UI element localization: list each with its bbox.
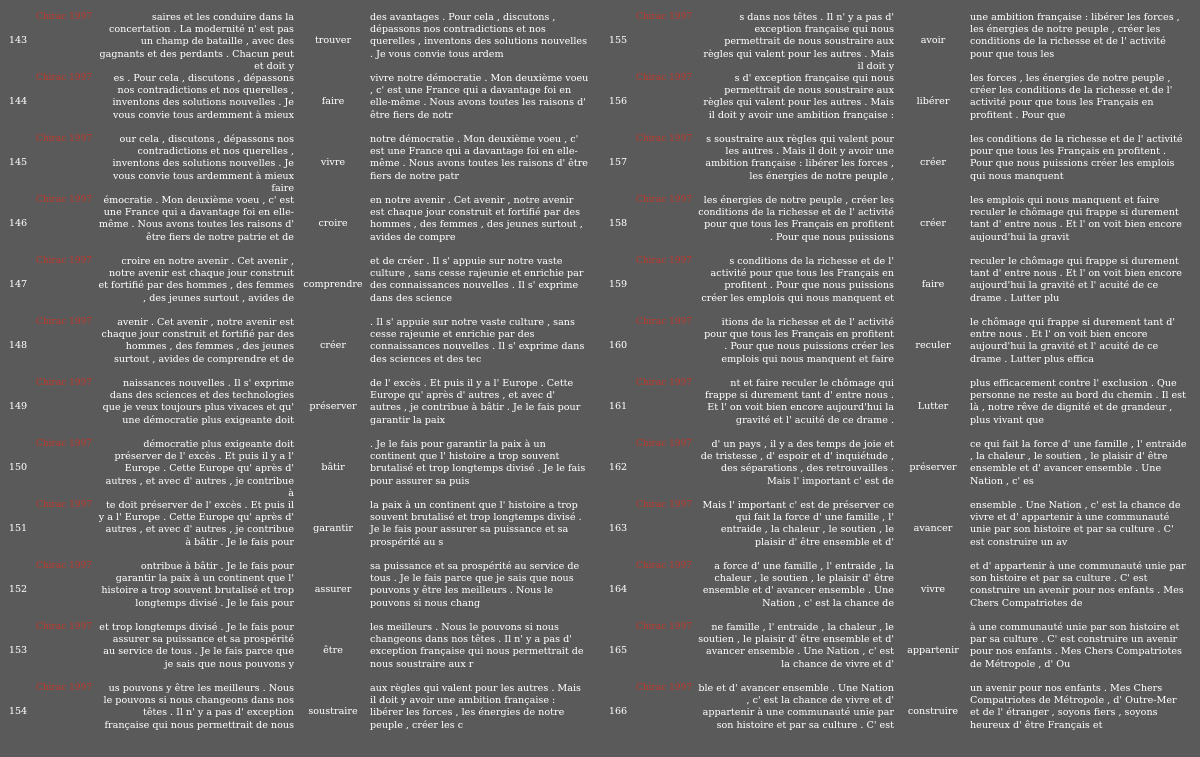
concordance-row xyxy=(600,622,1200,681)
line-number xyxy=(0,622,36,681)
source-label: Chirac 1997 xyxy=(636,683,693,693)
right-context: ensemble . Une Nation , c' est la chance de vivre et d' appartenir à une communauté unie par son histoire et par sa culture . C' est construire un av xyxy=(970,500,1181,548)
line-number-text: 143 xyxy=(8,35,28,47)
line-number-text: 157 xyxy=(608,157,628,169)
keyword-text: garantir xyxy=(313,523,353,535)
line-number xyxy=(600,256,636,315)
line-number xyxy=(600,73,636,132)
source-label: Chirac 1997 xyxy=(36,195,93,205)
left-context: es . Pour cela , discutons , dépassons nos contradictions et nos querelles , inventons des solutions nouvelles . Je vous convie tous ardemment à mieux xyxy=(112,73,294,121)
left-context: Mais l' important c' est de préserver ce qui fait la force d' une famille , l' entraide , la chaleur , le soutien , le plaisir d' être ensemble et d' xyxy=(702,500,894,548)
keyword xyxy=(298,683,368,742)
right-context: les forces , les énergies de notre peuple , créer les conditions de la richesse et de l' activité pour que tous les Français en profitent . Pour que xyxy=(970,73,1173,121)
right-context: et de créer . Il s' appuie sur notre vaste culture , sans cesse rajeunie et enrichie par des connaissances nouvelles . Il s' exprime dans des science xyxy=(370,256,584,304)
concordance-row xyxy=(600,12,1200,71)
right-context: le chômage qui frappe si durement tant d' entre nous . Et l' on voit bien encore aujourd'hui la gravité et l' acuité de ce drame . Lutter plus effica xyxy=(970,317,1176,365)
line-number-text: 153 xyxy=(8,645,28,657)
source-label: Chirac 1997 xyxy=(36,317,93,327)
line-number-text: 155 xyxy=(608,35,628,47)
keyword-text: avoir xyxy=(920,35,946,47)
left-context: émocratie . Mon deuxième voeu , c' est une France qui a davantage foi en elle-même . Nous avons toutes les raisons d' être fiers de notre patrie et de xyxy=(98,195,294,243)
concordance-row xyxy=(0,195,600,254)
source-label: Chirac 1997 xyxy=(36,500,93,510)
line-number xyxy=(600,439,636,498)
keyword-text: avancer xyxy=(913,523,953,535)
source-label: Chirac 1997 xyxy=(36,256,93,266)
keyword xyxy=(298,378,368,437)
source-label: Chirac 1997 xyxy=(636,134,693,144)
keyword-text: être xyxy=(323,645,343,657)
line-number-text: 151 xyxy=(8,523,28,535)
keyword-text: vivre xyxy=(320,157,346,169)
line-number xyxy=(600,500,636,559)
keyword-text: bâtir xyxy=(321,462,345,474)
left-context: saires et les conduire dans la concertation . La modernité n' est pas un champ de bataille , avec des gagnants et des perdants . Chacun peut et doit y xyxy=(99,12,294,72)
source-label: Chirac 1997 xyxy=(636,195,693,205)
right-context: aux règles qui valent pour les autres . Mais il doit y avoir une ambition française : libérer les forces , les énergies de notre peuple , créer les c xyxy=(370,683,581,731)
keyword xyxy=(898,195,968,254)
keyword xyxy=(898,256,968,315)
keyword xyxy=(298,622,368,681)
keyword xyxy=(298,195,368,254)
keyword xyxy=(298,12,368,71)
concordance-row xyxy=(0,500,600,559)
source-label: Chirac 1997 xyxy=(36,378,93,388)
keyword-text: préserver xyxy=(909,462,957,474)
source-label: Chirac 1997 xyxy=(36,439,93,449)
right-context: . Il s' appuie sur notre vaste culture , sans cesse rajeunie et enrichie par des connaissances nouvelles . Il s' exprime dans des sciences et des tec xyxy=(370,317,585,365)
left-context: us pouvons y être les meilleurs . Nous le pouvons si nous changeons dans nos têtes . Il n' y a pas d' exception française qui nous permettrait de nous xyxy=(103,683,294,731)
left-context: s conditions de la richesse et de l' activité pour que tous les Français en profitent . Pour que nous puissions créer les emplois qui nous manquent et xyxy=(701,256,894,304)
keyword xyxy=(898,134,968,193)
keyword-text: trouver xyxy=(314,35,352,47)
source-label: Chirac 1997 xyxy=(636,622,693,632)
source-label: Chirac 1997 xyxy=(36,12,93,22)
source-label: Chirac 1997 xyxy=(636,317,693,327)
left-context: s soustraire aux règles qui valent pour les autres . Mais il doit y avoir une ambition française : libérer les forces , les énergies de notre peuple , xyxy=(705,134,894,182)
right-context: à une communauté unie par son histoire et par sa culture . C' est construire un avenir pour nos enfants . Mes Chers Compatriotes de Métropole , d' Ou xyxy=(970,622,1182,670)
concordance-row xyxy=(0,439,600,498)
line-number xyxy=(0,683,36,742)
keyword-text: créer xyxy=(320,340,346,352)
right-context: de l' excès . Et puis il y a l' Europe . Cette Europe qu' après d' autres , et avec d' autres , je contribue à bâtir . Je le fais pour garantir la paix xyxy=(370,378,581,426)
concordance-row xyxy=(0,378,600,437)
keyword-text: reculer xyxy=(915,340,951,352)
keyword-text: construire xyxy=(907,706,959,718)
keyword-text: faire xyxy=(921,279,945,291)
right-context: les meilleurs . Nous le pouvons si nous changeons dans nos têtes . Il n' y a pas d' exception française qui nous permettrait de nous soustraire aux r xyxy=(370,622,584,670)
line-number xyxy=(0,73,36,132)
keyword xyxy=(898,683,968,742)
keyword xyxy=(898,317,968,376)
left-context: our cela , discutons , dépassons nos contradictions et nos querelles , inventons des solutions nouvelles . Je vous convie tous ardemment à mieux faire xyxy=(112,134,294,194)
concordance-row xyxy=(0,256,600,315)
line-number xyxy=(0,561,36,620)
concordance-right-column xyxy=(600,0,1200,757)
keyword-text: Lutter xyxy=(917,401,949,413)
keyword xyxy=(298,500,368,559)
line-number-text: 164 xyxy=(608,584,628,596)
left-context: itions de la richesse et de l' activité pour que tous les Français en profitent . Pour que nous puissions créer les emplois qui nous manquent et faire xyxy=(704,317,894,365)
source-label: Chirac 1997 xyxy=(636,378,693,388)
keyword xyxy=(298,134,368,193)
source-label: Chirac 1997 xyxy=(636,73,693,83)
keyword xyxy=(298,439,368,498)
concordance-row xyxy=(600,195,1200,254)
keyword-text: créer xyxy=(920,157,946,169)
line-number xyxy=(0,134,36,193)
keyword xyxy=(898,561,968,620)
concordance-row xyxy=(600,134,1200,193)
line-number xyxy=(600,378,636,437)
keyword-text: faire xyxy=(321,96,345,108)
right-context: vivre notre démocratie . Mon deuxième voeu , c' est une France qui a davantage foi en elle-même . Nous avons toutes les raisons d' être fiers de notr xyxy=(370,73,589,121)
right-context: et d' appartenir à une communauté unie par son histoire et par sa culture . C' est construire un avenir pour nos enfants . Mes Chers Compatriotes de xyxy=(970,561,1186,609)
concordance-row xyxy=(600,73,1200,132)
keyword-text: croire xyxy=(318,218,348,230)
source-label: Chirac 1997 xyxy=(36,561,93,571)
concordance-row xyxy=(0,317,600,376)
right-context: reculer le chômage qui frappe si durement tant d' entre nous . Et l' on voit bien encore aujourd'hui la gravité et l' acuité de ce drame . Lutter plu xyxy=(970,256,1182,304)
keyword-text: appartenir xyxy=(907,645,959,657)
left-context: avenir . Cet avenir , notre avenir est chaque jour construit et fortifié par des hommes , des femmes , des jeunes surtout , avides de comprendre et de xyxy=(101,317,294,365)
concordance-row xyxy=(0,683,600,742)
concordance-row xyxy=(600,439,1200,498)
source-label: Chirac 1997 xyxy=(636,256,693,266)
line-number-text: 160 xyxy=(608,340,628,352)
left-context: démocratie plus exigeante doit préserver de l' excès . Et puis il y a l' Europe . Cette Europe qu' après d' autres , et avec d' autres , je contribue à xyxy=(105,439,294,499)
left-context: nt et faire reculer le chômage qui frappe si durement tant d' entre nous . Et l' on voit bien encore aujourd'hui la gravité et l' acuité de ce drame . xyxy=(704,378,894,426)
source-label: Chirac 1997 xyxy=(636,561,693,571)
left-context: les énergies de notre peuple , créer les conditions de la richesse et de l' activité pour que tous les Français en profitent . Pour que nous puissions xyxy=(698,195,894,243)
line-number xyxy=(600,195,636,254)
line-number xyxy=(0,378,36,437)
line-number-text: 159 xyxy=(608,279,628,291)
line-number xyxy=(0,500,36,559)
line-number-text: 161 xyxy=(608,401,628,413)
right-context: des avantages . Pour cela , discutons , dépassons nos contradictions et nos querelles , inventons des solutions nouvelles . Je vous convie tous ardem xyxy=(370,12,588,60)
line-number-text: 150 xyxy=(8,462,28,474)
source-label: Chirac 1997 xyxy=(36,683,93,693)
left-context: naissances nouvelles . Il s' exprime dans des sciences et des technologies que je veux toujours plus vivaces et qu' une démocratie plus exigeante doit xyxy=(102,378,294,426)
line-number-text: 147 xyxy=(8,279,28,291)
concordance-row xyxy=(0,561,600,620)
left-context: s d' exception française qui nous permettrait de nous soustraire aux règles qui valent pour les autres . Mais il doit y avoir une ambition française : xyxy=(703,73,894,121)
right-context: ce qui fait la force d' une famille , l' entraide , la chaleur , le soutien , le plaisir d' être ensemble et d' avancer ensemble . Une Nation , c' es xyxy=(970,439,1187,487)
keyword xyxy=(298,561,368,620)
left-context: ble et d' avancer ensemble . Une Nation , c' est la chance de vivre et d' appartenir à une communauté unie par son histoire et par sa culture . C' est xyxy=(698,683,894,731)
right-context: les emplois qui nous manquent et faire reculer le chômage qui frappe si durement tant d' entre nous . Et l' on voit bien encore aujourd'hui la gravit xyxy=(970,195,1182,243)
concordance-row xyxy=(0,73,600,132)
keyword-text: libérer xyxy=(916,96,950,108)
keyword xyxy=(298,73,368,132)
line-number xyxy=(0,195,36,254)
line-number xyxy=(600,683,636,742)
left-context: ne famille , l' entraide , la chaleur , le soutien , le plaisir d' être ensemble et d' avancer ensemble . Une Nation , c' est la chance de vivre et d' xyxy=(698,622,894,670)
keyword-text: soustraire xyxy=(308,706,358,718)
left-context: te doit préserver de l' excès . Et puis il y a l' Europe . Cette Europe qu' après d' autres , et avec d' autres , je contribue à bâtir . Je le fais pour xyxy=(98,500,294,548)
concordance-row xyxy=(600,378,1200,437)
keyword-text: vivre xyxy=(920,584,946,596)
line-number-text: 158 xyxy=(608,218,628,230)
source-label: Chirac 1997 xyxy=(36,134,93,144)
left-context: a force d' une famille , l' entraide , la chaleur , le soutien , le plaisir d' être ensemble et d' avancer ensemble . Une Nation , c' est la chance de xyxy=(702,561,894,609)
concordance-row xyxy=(600,256,1200,315)
source-label: Chirac 1997 xyxy=(636,500,693,510)
right-context: plus efficacement contre l' exclusion . Que personne ne reste au bord du chemin . Il est là , notre rêve de dignité et de grandeur , plus vivant que xyxy=(970,378,1186,426)
line-number-text: 146 xyxy=(8,218,28,230)
right-context: une ambition française : libérer les forces , les énergies de notre peuple , créer les conditions de la richesse et de l' activité pour que tous les xyxy=(970,12,1180,60)
keyword-text: comprendre xyxy=(303,279,363,291)
left-context: croire en notre avenir . Cet avenir , notre avenir est chaque jour construit et fortifié par des hommes , des femmes , des jeunes surtout , avides de xyxy=(98,256,294,304)
line-number xyxy=(600,317,636,376)
keyword xyxy=(298,317,368,376)
source-label: Chirac 1997 xyxy=(636,439,693,449)
keyword xyxy=(898,73,968,132)
keyword-text: créer xyxy=(920,218,946,230)
line-number xyxy=(0,439,36,498)
line-number xyxy=(600,134,636,193)
concordance-row xyxy=(0,134,600,193)
keyword xyxy=(898,12,968,71)
source-label: Chirac 1997 xyxy=(36,73,93,83)
line-number-text: 148 xyxy=(8,340,28,352)
line-number-text: 152 xyxy=(8,584,28,596)
concordance-row xyxy=(600,500,1200,559)
concordance-row xyxy=(600,561,1200,620)
right-context: en notre avenir . Cet avenir , notre avenir est chaque jour construit et fortifié par des hommes , des femmes , des jeunes surtout , avides de compre xyxy=(370,195,583,243)
line-number-text: 163 xyxy=(608,523,628,535)
concordance-row xyxy=(600,317,1200,376)
right-context: sa puissance et sa prospérité au service de tous . Je le fais parce que je sais que nous pouvons y être les meilleurs . Nous le pouvons si nous chang xyxy=(370,561,580,609)
line-number xyxy=(600,12,636,71)
keyword xyxy=(898,378,968,437)
line-number-text: 166 xyxy=(608,706,628,718)
source-label: Chirac 1997 xyxy=(636,12,693,22)
line-number-text: 162 xyxy=(608,462,628,474)
keyword-text: préserver xyxy=(309,401,357,413)
line-number xyxy=(0,12,36,71)
right-context: un avenir pour nos enfants . Mes Chers Compatriotes de Métropole , d' Outre-Mer et de l' étranger , soyons fiers , soyons heureux d' être Français et xyxy=(970,683,1177,731)
right-context: la paix à un continent que l' histoire a trop souvent brutalisé et trop longtemps divisé . Je le fais pour assurer sa puissance et sa prospérité au s xyxy=(370,500,582,548)
keyword xyxy=(898,622,968,681)
line-number xyxy=(600,622,636,681)
line-number xyxy=(600,561,636,620)
concordance-row xyxy=(0,622,600,681)
line-number xyxy=(0,256,36,315)
concordance-row xyxy=(600,683,1200,742)
concordance-row xyxy=(0,12,600,71)
line-number-text: 156 xyxy=(608,96,628,108)
left-context: et trop longtemps divisé . Je le fais pour assurer sa puissance et sa prospérité au service de tous . Je le fais parce que je sais que nous pouvons y xyxy=(99,622,294,670)
left-context: ontribue à bâtir . Je le fais pour garantir la paix à un continent que l' histoire a trop souvent brutalisé et trop longtemps divisé . Je le fais pour xyxy=(101,561,294,609)
keyword xyxy=(298,256,368,315)
line-number-text: 165 xyxy=(608,645,628,657)
line-number-text: 145 xyxy=(8,157,28,169)
keyword xyxy=(898,439,968,498)
keyword-text: assurer xyxy=(314,584,352,596)
right-context: notre démocratie . Mon deuxième voeu , c' est une France qui a davantage foi en elle-même . Nous avons toutes les raisons d' être fiers de notre patr xyxy=(370,134,588,182)
line-number-text: 154 xyxy=(8,706,28,718)
line-number xyxy=(0,317,36,376)
right-context: les conditions de la richesse et de l' activité pour que tous les Français en profitent . Pour que nous puissions créer les emplois qui nous manquent xyxy=(970,134,1183,182)
right-context: . Je le fais pour garantir la paix à un continent que l' histoire a trop souvent brutalisé et trop longtemps divisé . Je le fais pour assurer sa puis xyxy=(370,439,586,487)
left-context: d' un pays , il y a des temps de joie et de tristesse , d' espoir et d' inquiétude , des séparations , des retrouvailles . Mais l' important c' est de xyxy=(700,439,894,487)
line-number-text: 149 xyxy=(8,401,28,413)
left-context: s dans nos têtes . Il n' y a pas d' exception française qui nous permettrait de nous soustraire aux règles qui valent pour les autres . Mais il doit y xyxy=(703,12,894,72)
source-label: Chirac 1997 xyxy=(36,622,93,632)
keyword xyxy=(898,500,968,559)
line-number-text: 144 xyxy=(8,96,28,108)
